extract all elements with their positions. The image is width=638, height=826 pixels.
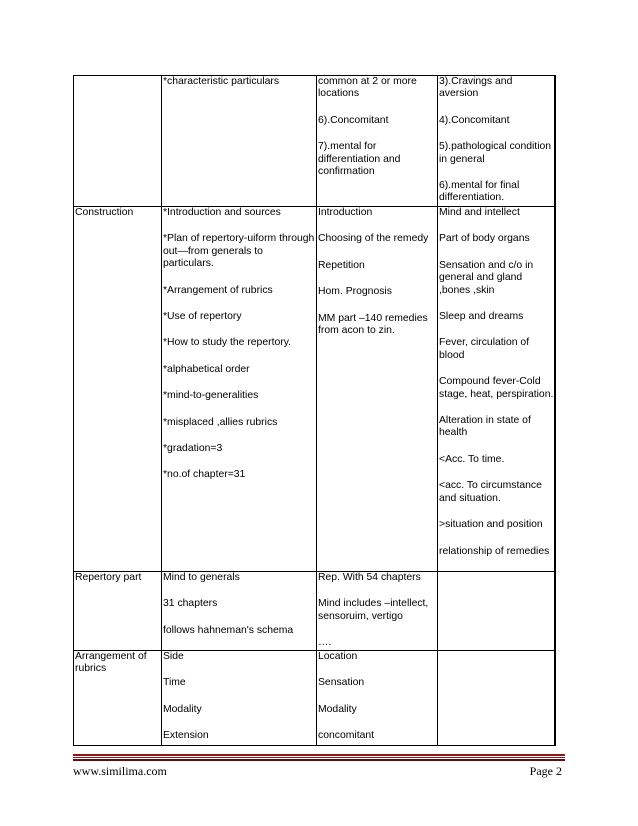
table-cell-col2 — [162, 572, 317, 651]
table-cell-col3 — [317, 207, 438, 572]
cell-text: Extension — [163, 730, 209, 742]
cell-text: 7).mental for differentiation and confirmation — [318, 141, 401, 178]
cell-text: *Use of repertory — [163, 311, 242, 323]
table-cell-col1 — [74, 572, 162, 651]
cell-text: Modality — [163, 703, 202, 715]
table-row — [74, 207, 555, 572]
cell-text: <Acc. To time. — [439, 453, 505, 465]
cell-text: *no.of chapter=31 — [163, 469, 246, 481]
table-cell-col4 — [438, 651, 555, 746]
cell-text: …. — [318, 637, 332, 649]
cell-text: follows hahneman's schema — [163, 624, 294, 636]
table-cell-col3 — [317, 76, 438, 207]
cell-text: *Introduction and sources — [163, 207, 281, 218]
cell-text: 6).Concomitant — [318, 114, 389, 126]
cell-text: Sensation — [318, 677, 365, 689]
cell-text: <acc. To circumstance and situation. — [439, 480, 542, 504]
cell-text: *mind-to-generalities — [163, 390, 259, 402]
cell-text: *misplaced ,allies rubrics — [163, 416, 278, 428]
cell-text: Rep. With 54 chapters — [318, 572, 421, 583]
table-cell-col3 — [317, 572, 438, 651]
cell-text: relationship of remedies — [439, 545, 550, 557]
table-row — [74, 76, 555, 207]
cell-text: Side — [163, 651, 184, 662]
cell-text: common at 2 or more locations — [318, 76, 417, 100]
cell-text: Modality — [318, 703, 357, 715]
cell-text: 3).Cravings and aversion — [439, 76, 513, 100]
cell-text: Location — [318, 651, 358, 662]
table-body — [74, 76, 555, 746]
table-cell-col3 — [317, 651, 438, 746]
table-cell-col2 — [162, 651, 317, 746]
footer-website: www.similima.com — [73, 764, 167, 778]
cell-text: Mind includes –intellect, sensoruim, vertigo — [318, 598, 429, 622]
table-cell-col4 — [438, 207, 555, 572]
cell-text: Sleep and dreams — [439, 311, 524, 323]
cell-text: *gradation=3 — [163, 443, 223, 455]
cell-text: Arrangement of rubrics — [75, 651, 147, 675]
cell-text: Mind to generals — [163, 572, 240, 583]
cell-text: Introduction — [318, 207, 373, 218]
cell-text: *characteristic particulars — [163, 76, 280, 87]
cell-text: Choosing of the remedy — [318, 233, 429, 245]
table-cell-col1 — [74, 207, 162, 572]
table-cell-col1 — [74, 651, 162, 746]
cell-text: 31 chapters — [163, 598, 218, 610]
cell-text: concomitant — [318, 730, 375, 742]
cell-text: Alteration in state of health — [439, 415, 531, 439]
cell-text: *How to study the repertory. — [163, 337, 292, 349]
footer-divider — [73, 754, 565, 761]
cell-text: Hom. Prognosis — [318, 286, 392, 298]
cell-text: Sensation and c/o in general and gland ,bones ,skin — [439, 259, 534, 296]
table-cell-col2 — [162, 76, 317, 207]
cell-text: Part of body organs — [439, 233, 530, 245]
cell-text: Construction — [75, 207, 134, 218]
cell-text: 5).pathological condition in general — [439, 141, 552, 165]
cell-text: 6).mental for final differentiation. — [439, 180, 520, 204]
cell-text: Repetition — [318, 259, 365, 271]
cell-text: *Plan of repertory-uiform through out—from generals to particulars. — [163, 233, 315, 270]
table-cell-col2 — [162, 207, 317, 572]
cell-text: 4).Concomitant — [439, 114, 510, 126]
comparison-table — [73, 75, 556, 746]
cell-text: >situation and position — [439, 519, 543, 531]
cell-text: *alphabetical order — [163, 363, 250, 375]
table-row — [74, 651, 555, 746]
cell-text: MM part –140 remedies from acon to zin. — [318, 312, 428, 337]
cell-text: Compound fever-Cold stage, heat, perspiration. — [439, 376, 554, 400]
cell-text: Time — [163, 677, 186, 689]
cell-text: Repertory part — [75, 572, 142, 583]
table-cell-col4 — [438, 572, 555, 651]
table-cell-col1 — [74, 76, 162, 207]
cell-text: Mind and intellect — [439, 207, 520, 218]
cell-text: *Arrangement of rubrics — [163, 284, 273, 296]
table-cell-col4 — [438, 76, 555, 207]
footer-page-number: Page 2 — [529, 764, 562, 778]
table-row — [74, 572, 555, 651]
cell-text: Fever, circulation of blood — [439, 337, 530, 361]
